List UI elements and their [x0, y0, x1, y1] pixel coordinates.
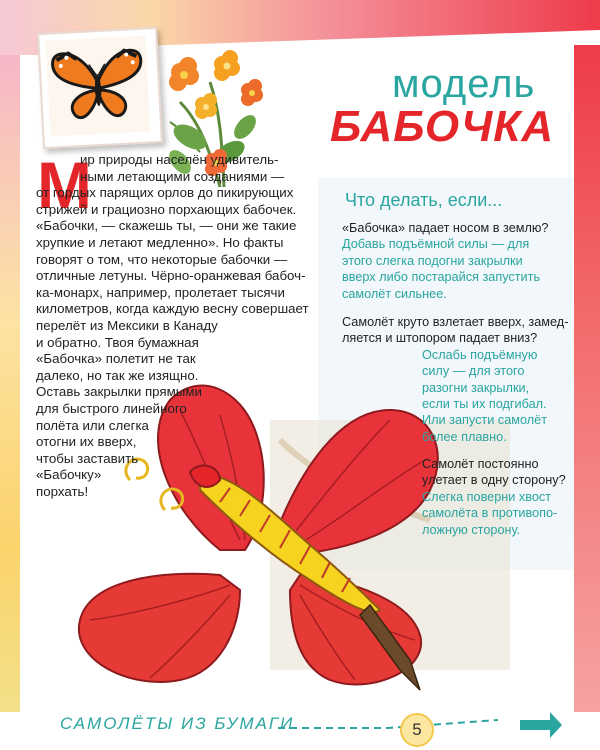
- main-line: отличные летуны. Чёрно-оранжевая бабоч-: [36, 268, 306, 284]
- main-line: ир природы населён удивитель-: [80, 152, 279, 167]
- main-line: ка-монарх, например, пролетает тысячи: [36, 284, 285, 300]
- tip-question: Самолёт постоянно: [422, 457, 539, 471]
- arrow-icon: [520, 712, 562, 738]
- dashed-line: [278, 718, 498, 732]
- tip-3: [422, 456, 600, 538]
- main-line: Оставь закрылки прямыми: [36, 384, 202, 400]
- tip-answer: Или запусти самолёт: [422, 413, 548, 428]
- tip-answer: самолёта в противопо-: [422, 506, 558, 521]
- page-title-line2: БАБОЧКА: [330, 102, 555, 151]
- butterfly-photo: [37, 27, 163, 149]
- tip-answer: разогни закрылки,: [422, 380, 530, 395]
- tip-answer: Слегка поверни хвост: [422, 489, 552, 504]
- main-line: для быстрого линейного: [36, 400, 187, 416]
- tip-answer: Добавь подъёмной силы — для: [342, 237, 530, 252]
- main-line: говорят о том, что некоторые бабочки —: [36, 251, 288, 267]
- tip-answer: силу — для этого: [422, 364, 525, 379]
- tip-answer: если ты их подгибал.: [422, 397, 547, 412]
- main-line: стрижей и грациозно порхающих бабочек.: [36, 201, 297, 217]
- main-line: от гордых парящих орлов до пикирующих: [36, 185, 294, 201]
- page-number: 5: [400, 713, 434, 747]
- tip-question: ляется и штопором падает вниз?: [342, 331, 538, 346]
- right-decorative-strip: [574, 45, 600, 715]
- main-line: «Бабочка» полетит не так: [36, 351, 196, 367]
- main-line: ными летающими созданиями —: [80, 168, 285, 184]
- tip-answer: Ослабь подъёмную: [422, 347, 538, 362]
- tip-question: улетает в одну сторону?: [422, 473, 566, 488]
- main-line: полёта или слегка: [36, 417, 149, 433]
- tip-answer: вверх либо постарайся запустить: [342, 270, 541, 285]
- main-line: километров, когда каждую весну совершает: [36, 301, 309, 317]
- section-label: САМОЛЁТЫ ИЗ БУМАГИ: [60, 714, 295, 733]
- tip-question: «Бабочка» падает носом в землю?: [342, 221, 549, 235]
- page-title-line1: модель: [392, 62, 536, 106]
- monarch-butterfly-photo-icon: [45, 36, 150, 137]
- main-line: и обратно. Твоя бумажная: [36, 334, 199, 350]
- tip-answer: более плавно.: [422, 429, 507, 444]
- main-line: «Бабочку»: [36, 467, 102, 483]
- main-line: далеко, но так же изящно.: [36, 367, 199, 383]
- main-line: отогни их вверх,: [36, 434, 137, 450]
- tips-heading: Что делать, если...: [345, 190, 503, 210]
- main-line: перелёт из Мексики в Канаду: [36, 317, 218, 333]
- drop-cap: М: [37, 148, 92, 222]
- tip-answer: самолёт сильнее.: [342, 286, 447, 301]
- tip-answer: этого слегка подогни закрылки: [342, 253, 523, 268]
- main-line: чтобы заставить: [36, 450, 139, 466]
- main-line: хрупкие и летают медленно». Но факты: [36, 234, 284, 250]
- tip-2: [342, 314, 572, 445]
- left-decorative-strip: [0, 55, 20, 715]
- main-line: порхать!: [36, 483, 89, 499]
- tip-1: [342, 220, 572, 302]
- main-line: «Бабочки, — скажешь ты, — они же такие: [36, 218, 297, 234]
- main-text: [36, 148, 318, 500]
- tip-answer: ложную сторону.: [422, 522, 521, 537]
- tip-question: Самолёт круто взлетает вверх, замед-: [342, 315, 569, 329]
